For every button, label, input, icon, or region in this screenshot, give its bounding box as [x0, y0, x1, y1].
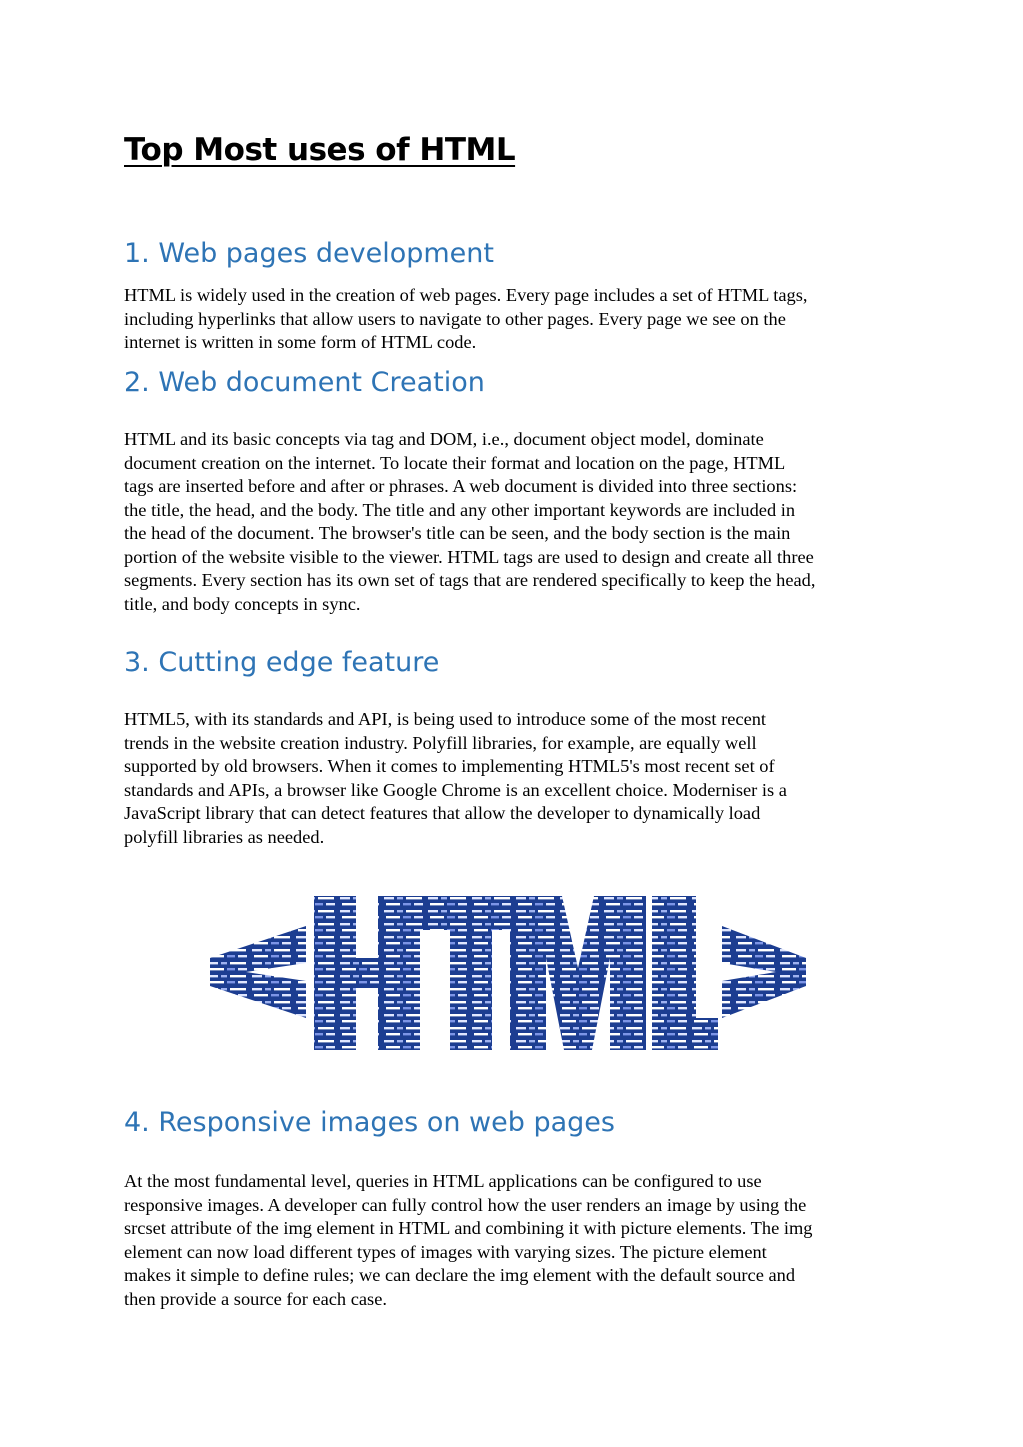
- paragraph-line: tags are inserted before and after or phrases. A web document is divided into three sections:: [124, 476, 798, 496]
- paragraph-line: internet is written in some form of HTML code.: [124, 332, 477, 352]
- paragraph-line: HTML and its basic concepts via tag and DOM, i.e., document object model, dominate: [124, 429, 764, 449]
- html-logo-image: [206, 868, 811, 1068]
- paragraph-line: standards and APIs, a browser like Google Chrome is an excellent choice. Moderniser is a: [124, 779, 787, 800]
- paragraph-line: segments. Every section has its own set of tags that are rendered specifically to keep the head,: [124, 570, 816, 590]
- section-heading-cutting-edge-feature: 3. Cutting edge feature: [124, 647, 440, 678]
- paragraph-line: trends in the website creation industry. Polyfill libraries, for example, are equally well: [124, 732, 757, 753]
- section-body-responsive-images: [124, 1170, 914, 1311]
- paragraph-line: HTML is widely used in the creation of web pages. Every page includes a set of HTML tags,: [124, 285, 808, 305]
- paragraph-line: responsive images. A developer can fully control how the user renders an image by using the: [124, 1194, 807, 1215]
- paragraph-line: including hyperlinks that allow users to navigate to other pages. Every page we see on the: [124, 308, 786, 329]
- html-logo-glyphs: [210, 896, 806, 1050]
- paragraph-line: title, and body concepts in sync.: [124, 593, 361, 614]
- paragraph-line: document creation on the internet. To locate their format and location on the page, HTML: [124, 452, 786, 473]
- page-title: Top Most uses of HTML: [124, 132, 516, 168]
- paragraph-line: polyfill libraries as needed.: [124, 826, 325, 847]
- section-body-cutting-edge-feature: [124, 708, 914, 849]
- paragraph-line: the head of the document. The browser's title can be seen, and the body section is the main: [124, 523, 791, 543]
- section-heading-responsive-images: 4. Responsive images on web pages: [124, 1107, 615, 1138]
- paragraph-line: element can now load different types of images with varying sizes. The picture element: [124, 1241, 767, 1262]
- section-heading-web-pages-development: 1. Web pages development: [124, 238, 494, 269]
- paragraph-line: the title, the head, and the body. The title and any other important keywords are included in: [124, 499, 796, 520]
- paragraph-line: At the most fundamental level, queries in HTML applications can be configured to use: [124, 1171, 762, 1191]
- section-heading-web-document-creation: 2. Web document Creation: [124, 367, 485, 398]
- paragraph-line: makes it simple to define rules; we can declare the img element with the default source and: [124, 1265, 796, 1285]
- section-body-web-document-creation: [124, 428, 914, 616]
- paragraph-line: HTML5, with its standards and API, is being used to introduce some of the most recent: [124, 709, 767, 729]
- paragraph-line: supported by old browsers. When it comes to implementing HTML5's most recent set of: [124, 756, 775, 776]
- paragraph-line: srcset attribute of the img element in HTML and combining it with picture elements. The img: [124, 1218, 813, 1238]
- paragraph-line: portion of the website visible to the viewer. HTML tags are used to design and create all three: [124, 546, 814, 567]
- paragraph-line: then provide a source for each case.: [124, 1288, 387, 1309]
- paragraph-line: JavaScript library that can detect features that allow the developer to dynamically load: [124, 803, 761, 823]
- section-body-web-pages-development: [124, 284, 914, 355]
